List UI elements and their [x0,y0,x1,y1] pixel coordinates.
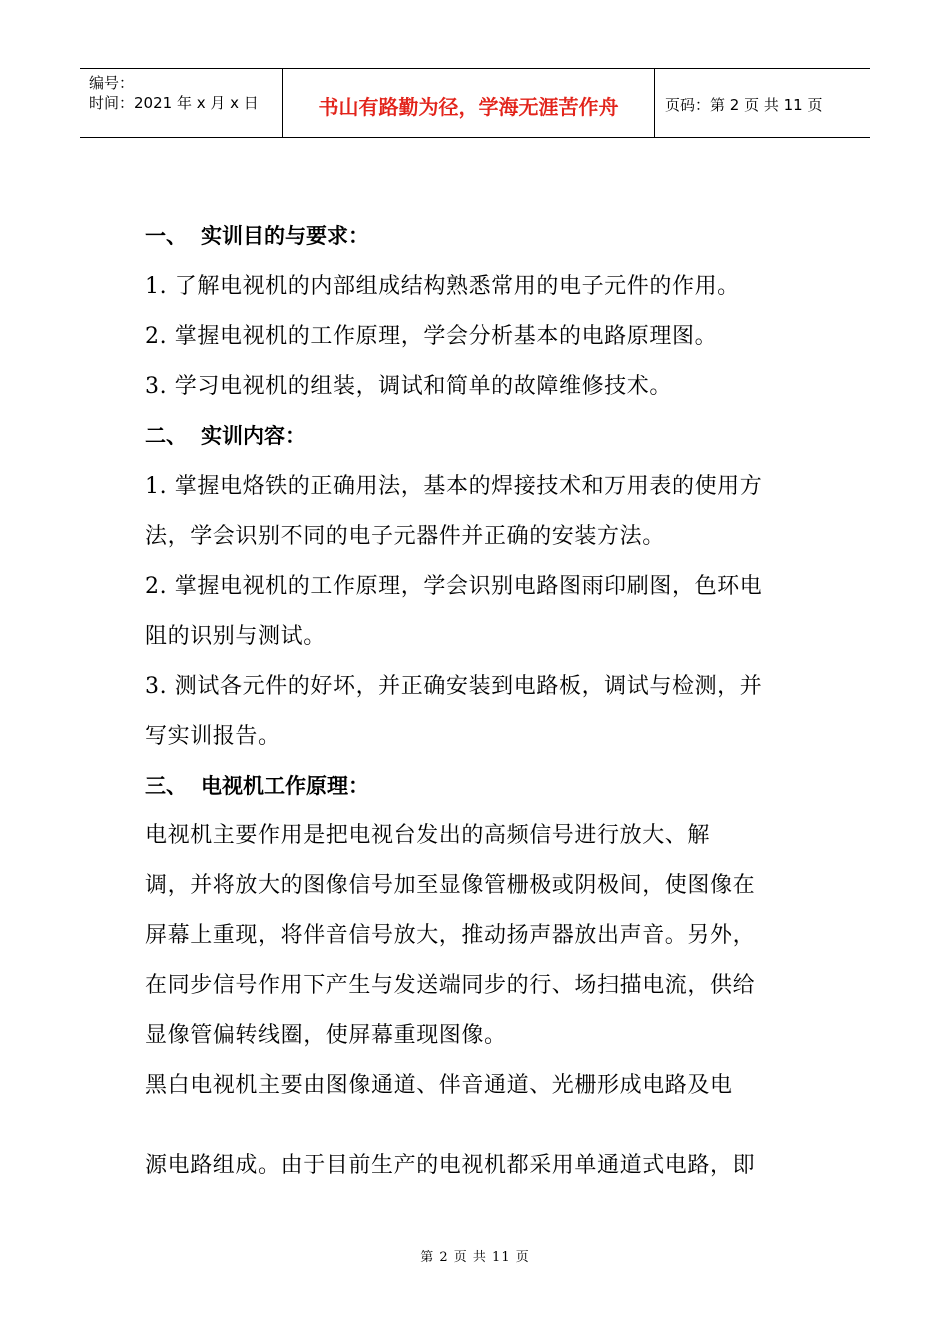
section-heading-2 [145,420,306,450]
header-info-cell [80,69,282,137]
section-title: 电视机工作原理： [201,773,369,798]
section-heading-1 [145,220,369,250]
paragraph-line: 屏幕上重现，将伴音信号放大，推动扬声器放出声音。另外， [145,923,756,948]
paragraph-line: 黑白电视机主要由图像通道、伴音通道、光栅形成电路及电 [145,1073,733,1098]
doc-date-label: 时间：2021 年 x 月 x 日 [89,94,259,112]
paragraph-line: 调，并将放大的图像信号加至显像管栅极或阴极间，使图像在 [145,873,756,898]
paragraph-line: 电视机主要作用是把电视台发出的高频信号进行放大、解 [145,823,711,848]
section-heading-3 [145,770,369,800]
paragraph-line: 2. 掌握电视机的工作原理，学会识别电路图雨印刷图，色环电 [145,574,763,599]
paragraph-line: 阻的识别与测试。 [145,624,326,649]
doc-number-label: 编号： [89,74,135,92]
paragraph-line: 3. 学习电视机的组装，调试和简单的故障维修技术。 [145,374,672,399]
paragraph-line: 法，学会识别不同的电子元器件并正确的安装方法。 [145,524,665,549]
header-page-info: 页码：第 2 页 共 11 页 [665,95,823,114]
section-title: 实训目的与要求： [201,223,369,248]
section-number: 三、 [145,773,187,798]
paragraph-line: 2. 掌握电视机的工作原理，学会分析基本的电路原理图。 [145,324,718,349]
page-header [80,68,870,138]
section-title: 实训内容： [201,423,306,448]
header-motto: 书山有路勤为径，学海无涯苦作舟 [282,69,655,137]
paragraph-line: 1. 掌握电烙铁的正确用法，基本的焊接技术和万用表的使用方 [145,474,763,499]
paragraph-line: 写实训报告。 [145,724,281,749]
section-number: 二、 [145,423,187,448]
paragraph-line: 在同步信号作用下产生与发送端同步的行、场扫描电流，供给 [145,973,756,998]
paragraph-line: 源电路组成。由于目前生产的电视机都采用单通道式电路，即 [145,1153,756,1178]
paragraph-line: 3. 测试各元件的好坏，并正确安装到电路板，调试与检测，并 [145,674,763,699]
page-footer: 第 2 页 共 11 页 [420,1250,530,1265]
paragraph-line: 1. 了解电视机的内部组成结构熟悉常用的电子元件的作用。 [145,274,740,299]
paragraph-line: 显像管偏转线圈，使屏幕重现图像。 [145,1023,507,1048]
section-number: 一、 [145,223,187,248]
